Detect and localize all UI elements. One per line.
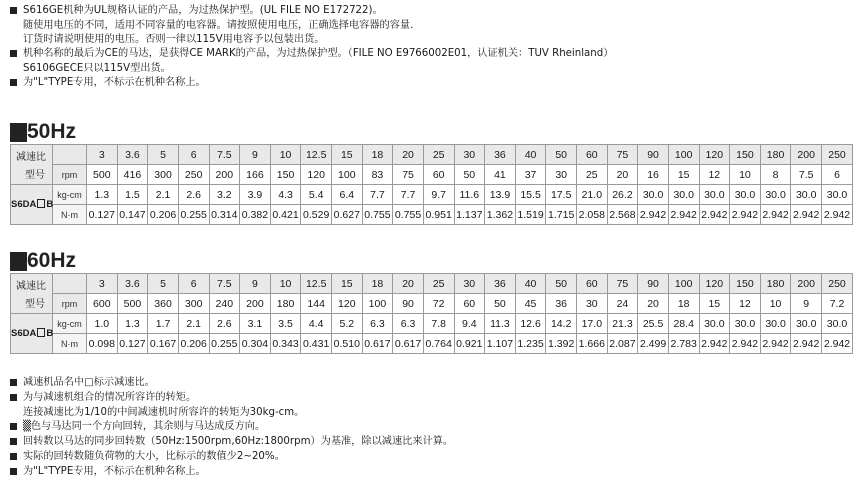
kgcm-cell: 3.1	[240, 314, 271, 334]
bullet-square-icon	[10, 47, 23, 62]
bullet-indent	[10, 19, 23, 33]
nm-cell: 2.942	[791, 334, 822, 354]
rpm-cell: 83	[362, 165, 393, 185]
ratio-cell: 200	[791, 145, 822, 165]
nm-cell: 2.942	[760, 205, 791, 225]
ratio-cell: 20	[393, 145, 424, 165]
bullet-square-icon	[10, 450, 23, 465]
kgcm-cell: 6.3	[362, 314, 393, 334]
nm-cell: 0.098	[87, 334, 118, 354]
rpm-cell: 12	[699, 165, 730, 185]
kgcm-cell: 30.0	[730, 185, 761, 205]
nm-row	[11, 205, 853, 225]
kgcm-row	[11, 185, 853, 205]
kgcm-cell: 1.7	[148, 314, 179, 334]
kgcm-cell: 3.2	[209, 185, 240, 205]
nm-cell: 0.431	[301, 334, 332, 354]
rpm-cell: 250	[178, 165, 209, 185]
nm-cell: 1.715	[546, 205, 577, 225]
kgcm-cell: 30.0	[699, 314, 730, 334]
nm-cell: 0.617	[393, 334, 424, 354]
kgcm-cell: 11.6	[454, 185, 485, 205]
kgcm-cell: 9.7	[423, 185, 454, 205]
ratio-cell: 120	[699, 274, 730, 294]
ratio-cell: 40	[515, 145, 546, 165]
model-box-icon	[37, 199, 45, 208]
rpm-cell: 150	[270, 165, 301, 185]
note-text: S6106GECE只以115V型出货。	[23, 63, 171, 74]
rpm-cell: 37	[515, 165, 546, 185]
nm-cell: 2.942	[730, 334, 761, 354]
rpm-cell: 240	[209, 294, 240, 314]
kgcm-cell: 7.7	[362, 185, 393, 205]
kgcm-cell: 30.0	[699, 185, 730, 205]
nm-cell: 0.764	[423, 334, 454, 354]
bullet-square-icon	[10, 4, 23, 19]
rpm-cell: 9	[791, 294, 822, 314]
ratio-cell: 90	[638, 274, 669, 294]
ratio-cell: 180	[760, 274, 791, 294]
model-box-icon	[37, 328, 45, 337]
nm-cell: 0.421	[270, 205, 301, 225]
kgcm-cell: 1.0	[87, 314, 118, 334]
rpm-cell: 75	[393, 165, 424, 185]
kgcm-cell: 2.6	[209, 314, 240, 334]
nm-cell: 1.107	[485, 334, 516, 354]
model-cell	[11, 314, 53, 354]
ratio-cell: 6	[178, 274, 209, 294]
bullet-square-icon	[10, 391, 23, 406]
ratio-cell: 60	[577, 274, 608, 294]
kgcm-cell: 12.6	[515, 314, 546, 334]
ratio-cell: 3	[87, 274, 118, 294]
kgcm-cell: 15.5	[515, 185, 546, 205]
note-line	[10, 450, 453, 465]
rpm-cell: 16	[638, 165, 669, 185]
rpm-cell: 8	[760, 165, 791, 185]
bullet-indent	[10, 62, 23, 76]
kgcm-cell: 1.3	[117, 314, 148, 334]
note-line	[10, 33, 613, 47]
ratio-cell: 3	[87, 145, 118, 165]
kgcm-cell: 30.0	[791, 185, 822, 205]
kgcm-cell: 21.3	[607, 314, 638, 334]
note-line	[10, 76, 613, 91]
kgcm-cell: 2.1	[148, 185, 179, 205]
nm-cell: 2.942	[730, 205, 761, 225]
rpm-cell: 60	[423, 165, 454, 185]
nm-cell: 0.755	[393, 205, 424, 225]
ratio-cell: 10	[270, 145, 301, 165]
rpm-cell: 144	[301, 294, 332, 314]
rpm-cell: 15	[668, 165, 699, 185]
ratio-cell: 12.5	[301, 274, 332, 294]
rpm-unit: rpm	[53, 165, 87, 185]
nm-cell: 2.942	[760, 334, 791, 354]
rpm-cell: 24	[607, 294, 638, 314]
ratio-cell: 5	[148, 274, 179, 294]
ratio-cell: 100	[668, 274, 699, 294]
note-text: 随使用电压的不同，适用不同容量的电容器。请按照使用电压，正确选择电容器的容量.	[23, 20, 414, 31]
note-text: 减速机品名中□标示减速比。	[23, 377, 155, 388]
kgcm-cell: 17.0	[577, 314, 608, 334]
rpm-cell: 25	[577, 165, 608, 185]
nm-cell: 0.127	[117, 334, 148, 354]
kgcm-cell: 6.3	[393, 314, 424, 334]
rpm-cell: 166	[240, 165, 271, 185]
ratio-cell: 40	[515, 274, 546, 294]
ratio-cell: 180	[760, 145, 791, 165]
rpm-cell: 10	[730, 165, 761, 185]
rpm-cell: 100	[362, 294, 393, 314]
nm-cell: 2.783	[668, 334, 699, 354]
ratio-cell: 120	[699, 145, 730, 165]
nm-cell: 2.942	[638, 205, 669, 225]
rpm-cell: 50	[485, 294, 516, 314]
nm-cell: 1.392	[546, 334, 577, 354]
rpm-cell: 30	[546, 165, 577, 185]
kgcm-cell: 7.8	[423, 314, 454, 334]
spec-table-60hz	[10, 273, 853, 354]
ratio-cell: 5	[148, 145, 179, 165]
rpm-cell: 20	[638, 294, 669, 314]
model-label: 型号	[25, 170, 45, 181]
nm-cell: 2.568	[607, 205, 638, 225]
ratio-cell: 36	[485, 145, 516, 165]
kgcm-cell: 28.4	[668, 314, 699, 334]
bullet-indent	[10, 406, 23, 420]
rpm-cell: 7.5	[791, 165, 822, 185]
rpm-cell: 120	[332, 294, 363, 314]
kgcm-cell: 26.2	[607, 185, 638, 205]
ratio-cell: 10	[270, 274, 301, 294]
kgcm-cell: 14.2	[546, 314, 577, 334]
ratio-cell: 6	[178, 145, 209, 165]
ratio-cell: 36	[485, 274, 516, 294]
model-label: 型号	[25, 299, 45, 310]
nm-cell: 2.942	[699, 205, 730, 225]
nm-cell: 2.942	[791, 205, 822, 225]
ratio-cell: 50	[546, 145, 577, 165]
kgcm-cell: 17.5	[546, 185, 577, 205]
rpm-cell: 500	[87, 165, 118, 185]
rpm-unit: rpm	[53, 294, 87, 314]
nm-cell: 1.362	[485, 205, 516, 225]
rpm-cell: 360	[148, 294, 179, 314]
rpm-cell: 120	[301, 165, 332, 185]
ratio-cell: 250	[822, 274, 853, 294]
heading-square-icon	[10, 123, 27, 142]
kgcm-cell: 6.4	[332, 185, 363, 205]
ratio-cell: 250	[822, 145, 853, 165]
note-text: S616GE机种为UL规格认证的产品，为过热保护型。(UL FILE NO E172722)。	[23, 5, 383, 16]
model-cell	[11, 185, 53, 225]
kgcm-cell: 30.0	[791, 314, 822, 334]
rpm-cell: 72	[423, 294, 454, 314]
nm-cell: 0.167	[148, 334, 179, 354]
nm-unit: N·m	[53, 334, 87, 354]
note-text: 实际的回转数随负荷物的大小，比标示的数值少2~20%。	[23, 451, 285, 462]
ratio-cell: 150	[730, 145, 761, 165]
note-text: 为"L"TYPE专用，不标示在机种名称上。	[23, 466, 206, 477]
nm-cell: 0.255	[178, 205, 209, 225]
ratio-label: 减速比	[16, 152, 46, 163]
kgcm-cell: 4.4	[301, 314, 332, 334]
ratio-model-header	[11, 145, 53, 185]
rpm-cell: 300	[148, 165, 179, 185]
kgcm-cell: 30.0	[822, 314, 853, 334]
ratio-header-spacer	[53, 145, 87, 165]
rpm-cell: 500	[117, 294, 148, 314]
kgcm-cell: 2.1	[178, 314, 209, 334]
nm-row	[11, 334, 853, 354]
kgcm-cell: 5.2	[332, 314, 363, 334]
kgcm-cell: 3.9	[240, 185, 271, 205]
nm-cell: 2.942	[822, 205, 853, 225]
nm-cell: 0.617	[362, 334, 393, 354]
rpm-cell: 300	[178, 294, 209, 314]
nm-cell: 2.087	[607, 334, 638, 354]
nm-cell: 2.942	[822, 334, 853, 354]
ratio-cell: 18	[362, 274, 393, 294]
kgcm-cell: 5.4	[301, 185, 332, 205]
spec-table-50hz	[10, 144, 853, 225]
bullet-square-icon	[10, 465, 23, 480]
ratio-model-header	[11, 274, 53, 314]
nm-cell: 0.951	[423, 205, 454, 225]
ratio-cell: 30	[454, 145, 485, 165]
nm-cell: 0.147	[117, 205, 148, 225]
model-suffix: B	[46, 328, 54, 339]
kgcm-unit: kg-cm	[53, 185, 87, 205]
section-heading-60hz	[10, 249, 76, 273]
ratio-cell: 3.6	[117, 274, 148, 294]
nm-cell: 1.137	[454, 205, 485, 225]
kgcm-cell: 30.0	[668, 185, 699, 205]
kgcm-cell: 30.0	[760, 314, 791, 334]
ratio-row	[11, 145, 853, 165]
rpm-cell: 20	[607, 165, 638, 185]
rpm-cell: 6	[822, 165, 853, 185]
nm-cell: 0.206	[178, 334, 209, 354]
rpm-cell: 45	[515, 294, 546, 314]
bullet-square-icon	[10, 420, 23, 435]
rpm-cell: 200	[209, 165, 240, 185]
ratio-cell: 7.5	[209, 274, 240, 294]
note-line	[10, 420, 453, 435]
rpm-cell: 416	[117, 165, 148, 185]
note-line	[10, 4, 613, 19]
note-text: 回转数以马达的同步回转数（50Hz:1500rpm,60Hz:1800rpm）为基准，除以减速比来计算。	[23, 436, 454, 447]
nm-cell: 1.519	[515, 205, 546, 225]
kgcm-cell: 7.7	[393, 185, 424, 205]
rpm-cell: 600	[87, 294, 118, 314]
bullet-square-icon	[10, 435, 23, 450]
nm-cell: 1.235	[515, 334, 546, 354]
rpm-cell: 100	[332, 165, 363, 185]
note-text: 机种名称的最后为CE的马达，是获得CE MARK的产品，为过热保护型。（FILE NO E9766002E01，认证机关：TUV Rheinland）	[23, 48, 614, 59]
ratio-cell: 150	[730, 274, 761, 294]
nm-cell: 2.058	[577, 205, 608, 225]
note-line	[10, 465, 453, 480]
nm-cell: 2.942	[668, 205, 699, 225]
kgcm-cell: 21.0	[577, 185, 608, 205]
ratio-cell: 100	[668, 145, 699, 165]
note-text: ▒色与马达同一个方向回转，其余则与马达成反方向。	[23, 421, 266, 432]
ratio-cell: 75	[607, 274, 638, 294]
note-line	[10, 406, 453, 420]
bullet-square-icon	[10, 376, 23, 391]
ratio-cell: 60	[577, 145, 608, 165]
ratio-cell: 9	[240, 274, 271, 294]
ratio-cell: 30	[454, 274, 485, 294]
nm-cell: 0.921	[454, 334, 485, 354]
nm-cell: 0.343	[270, 334, 301, 354]
notes-top	[10, 4, 613, 91]
model-suffix: B	[46, 199, 54, 210]
nm-cell: 0.304	[240, 334, 271, 354]
kgcm-cell: 2.6	[178, 185, 209, 205]
note-line	[10, 47, 613, 62]
section-heading-50hz	[10, 120, 76, 144]
section-title: 50Hz	[27, 120, 77, 143]
nm-cell: 0.314	[209, 205, 240, 225]
ratio-header-spacer	[53, 274, 87, 294]
nm-cell: 2.942	[699, 334, 730, 354]
ratio-label: 减速比	[16, 281, 46, 292]
rpm-cell: 15	[699, 294, 730, 314]
ratio-cell: 50	[546, 274, 577, 294]
ratio-cell: 12.5	[301, 145, 332, 165]
bullet-indent	[10, 33, 23, 47]
kgcm-cell: 9.4	[454, 314, 485, 334]
kgcm-cell: 25.5	[638, 314, 669, 334]
kgcm-cell: 30.0	[638, 185, 669, 205]
kgcm-cell: 13.9	[485, 185, 516, 205]
note-line	[10, 376, 453, 391]
rpm-cell: 7.2	[822, 294, 853, 314]
note-line	[10, 62, 613, 76]
rpm-row	[11, 294, 853, 314]
nm-cell: 0.127	[87, 205, 118, 225]
rpm-cell: 36	[546, 294, 577, 314]
ratio-cell: 15	[332, 145, 363, 165]
rpm-cell: 180	[270, 294, 301, 314]
ratio-cell: 200	[791, 274, 822, 294]
rpm-cell: 200	[240, 294, 271, 314]
kgcm-cell: 1.3	[87, 185, 118, 205]
rpm-cell: 30	[577, 294, 608, 314]
ratio-row	[11, 274, 853, 294]
rpm-cell: 10	[760, 294, 791, 314]
note-text: 订货时请说明使用的电压。否则一律以115V用电容予以包装出货。	[23, 34, 325, 45]
kgcm-cell: 30.0	[822, 185, 853, 205]
kgcm-cell: 1.5	[117, 185, 148, 205]
ratio-cell: 18	[362, 145, 393, 165]
note-line	[10, 391, 453, 406]
nm-cell: 0.510	[332, 334, 363, 354]
ratio-cell: 7.5	[209, 145, 240, 165]
rpm-cell: 60	[454, 294, 485, 314]
ratio-cell: 25	[423, 274, 454, 294]
nm-cell: 0.382	[240, 205, 271, 225]
kgcm-row	[11, 314, 853, 334]
nm-cell: 0.255	[209, 334, 240, 354]
rpm-cell: 90	[393, 294, 424, 314]
nm-cell: 0.529	[301, 205, 332, 225]
nm-cell: 0.627	[332, 205, 363, 225]
rpm-cell: 18	[668, 294, 699, 314]
note-text: 为"L"TYPE专用，不标示在机种名称上。	[23, 77, 206, 88]
model-prefix: S6DA	[11, 328, 37, 339]
section-title: 60Hz	[27, 249, 77, 272]
kgcm-cell: 4.3	[270, 185, 301, 205]
note-line	[10, 435, 453, 450]
nm-cell: 1.666	[577, 334, 608, 354]
rpm-cell: 41	[485, 165, 516, 185]
ratio-cell: 9	[240, 145, 271, 165]
kgcm-cell: 11.3	[485, 314, 516, 334]
ratio-cell: 3.6	[117, 145, 148, 165]
note-line	[10, 19, 613, 33]
kgcm-cell: 3.5	[270, 314, 301, 334]
ratio-cell: 75	[607, 145, 638, 165]
nm-unit: N·m	[53, 205, 87, 225]
bullet-square-icon	[10, 76, 23, 91]
note-text: 为与减速机组合的情况所容许的转矩。	[23, 392, 197, 403]
ratio-cell: 25	[423, 145, 454, 165]
ratio-cell: 15	[332, 274, 363, 294]
rpm-row	[11, 165, 853, 185]
ratio-cell: 90	[638, 145, 669, 165]
nm-cell: 0.206	[148, 205, 179, 225]
note-text: 连接减速比为1/10的中间减速机时所容许的转矩为30kg-cm。	[23, 407, 305, 418]
kgcm-cell: 30.0	[760, 185, 791, 205]
model-prefix: S6DA	[11, 199, 37, 210]
notes-bottom	[10, 376, 453, 480]
nm-cell: 2.499	[638, 334, 669, 354]
rpm-cell: 50	[454, 165, 485, 185]
kgcm-cell: 30.0	[730, 314, 761, 334]
heading-square-icon	[10, 252, 27, 271]
rpm-cell: 12	[730, 294, 761, 314]
nm-cell: 0.755	[362, 205, 393, 225]
ratio-cell: 20	[393, 274, 424, 294]
kgcm-unit: kg-cm	[53, 314, 87, 334]
